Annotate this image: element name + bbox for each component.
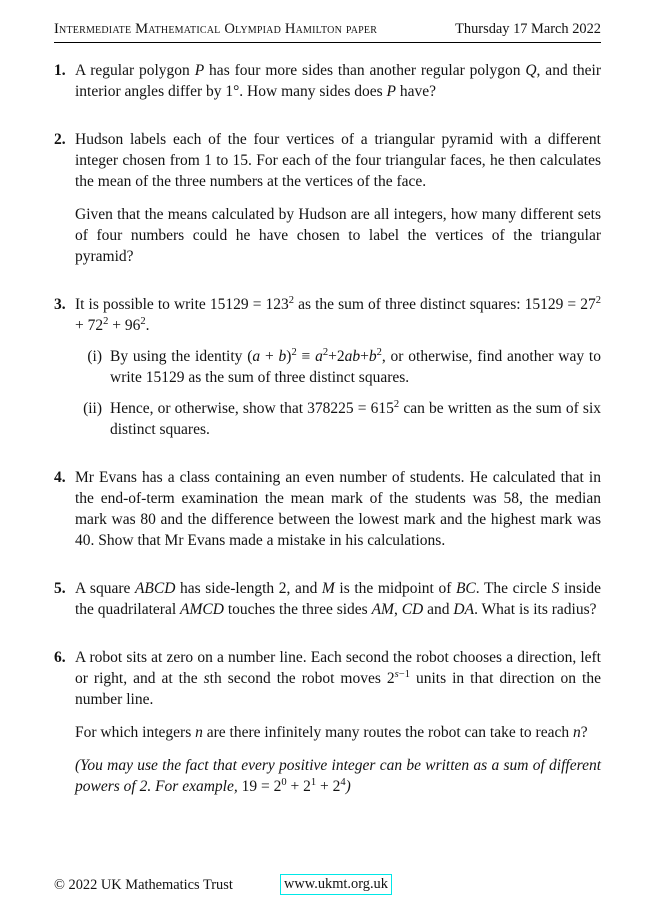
question-body (75, 129, 601, 267)
question-6-hint-note: (You may use the fact that every positive integer can be written as a sum of different powers of 2. For example, $19 = 2^0 + 2^1 + 2^4$) (75, 757, 601, 795)
header-rule (54, 42, 601, 43)
page-header (54, 21, 601, 38)
question-1 (54, 60, 601, 102)
ukmt-website-link[interactable]: www.ukmt.org.uk (280, 874, 392, 895)
question-body (75, 578, 601, 620)
question-body (75, 60, 601, 102)
part-label: (ii) (83, 400, 102, 417)
page-footer (54, 874, 601, 895)
question-3 (54, 294, 601, 440)
question-3-intro: It is possible to write $15129 = 123^2$ as the sum of three distinct squares: $15129 = 27^2 + 72^2 + 96^2$. (75, 294, 601, 334)
copyright-text: © 2022 UK Mathematics Trust (54, 876, 233, 893)
question-number: 5. (54, 580, 66, 597)
question-4 (54, 467, 601, 551)
part-label: (i) (87, 348, 102, 365)
question-number: 1. (54, 62, 66, 79)
question-6 (54, 647, 601, 797)
question-3-part-i (75, 346, 601, 388)
part-ii-text: Hence, or otherwise, show that $378225 = 615^2$ can be written as the sum of six distinct squares. (110, 398, 601, 438)
question-5-text: A square ABCD has side-length 2, and M is the midpoint of BC. The circle S inside the quadrilateral AMCD touches the three sides AM, CD and DA. What is its radius? (75, 580, 602, 618)
question-number: 2. (54, 131, 66, 148)
question-body (75, 294, 601, 440)
question-2-paragraph-2: Given that the means calculated by Hudson are all integers, how many different sets of four numbers could he have chosen to label the vertices of the triangular pyramid? (75, 206, 601, 265)
question-body (75, 647, 601, 797)
question-number: 6. (54, 649, 66, 666)
question-number: 3. (54, 296, 66, 313)
question-number: 4. (54, 469, 66, 486)
paper-title: Intermediate Mathematical Olympiad Hamilton paper (54, 21, 378, 37)
questions-list (54, 60, 601, 797)
paper-date: Thursday 17 March 2022 (455, 21, 601, 37)
question-6-paragraph-2: For which integers n are there infinitely many routes the robot can take to reach n? (75, 724, 588, 741)
question-4-text: Mr Evans has a class containing an even number of students. He calculated that in the end-of-term examination the mean mark of the students was 58, the median mark was 80 and the difference between the lowest mark and the highest mark was 40. Show that Mr Evans made a mistake in his calculations. (75, 469, 601, 549)
question-5 (54, 578, 601, 620)
question-3-part-ii (75, 398, 601, 440)
question-1-text: A regular polygon P has four more sides than another regular polygon Q, and their interior angles differ by 1°. How many sides does P have? (75, 62, 601, 100)
question-2-paragraph-1: Hudson labels each of the four vertices of a triangular pyramid with a different integer chosen from 1 to 15. For each of the four triangular faces, he then calculates the mean of the three numbers at the vertices of the face. (75, 131, 601, 190)
question-body (75, 467, 601, 551)
question-6-paragraph-1: A robot sits at zero on a number line. Each second the robot chooses a direction, left or right, and at the sth second the robot moves $2^{s-1}$ units in that direction on the number line. (75, 649, 601, 708)
part-i-text: By using the identity $(a + b)^2 \equiv a^2+2ab+b^2$, or otherwise, find another way to write 15129 as the sum of three distinct squares. (110, 346, 601, 386)
question-2 (54, 129, 601, 267)
